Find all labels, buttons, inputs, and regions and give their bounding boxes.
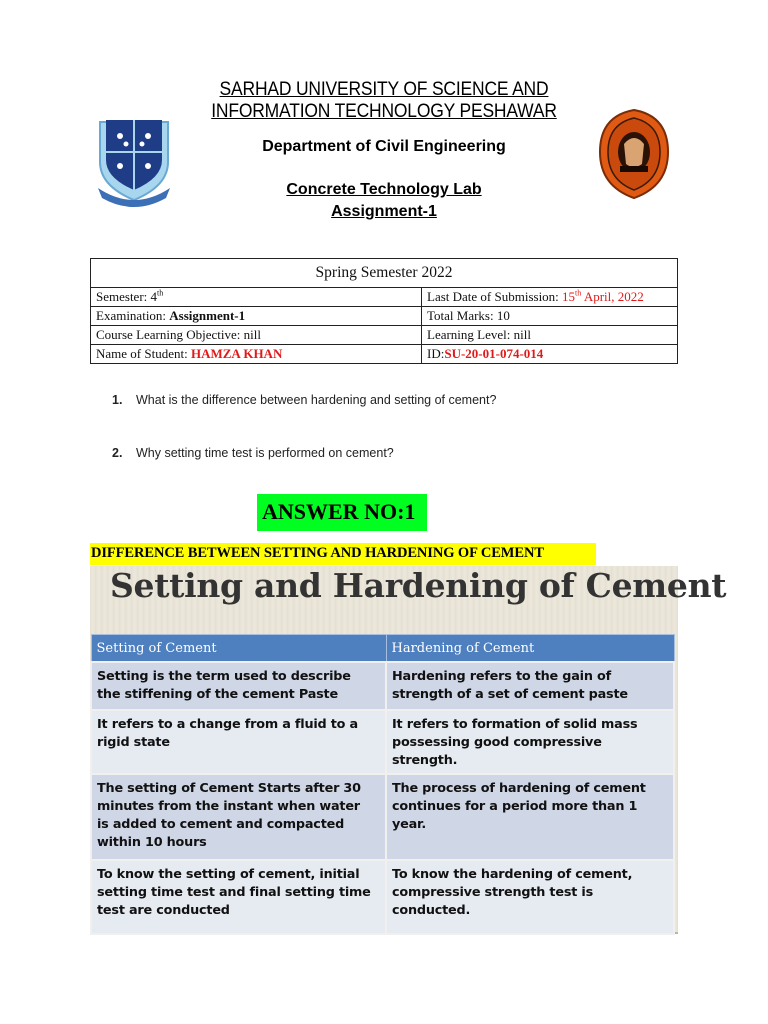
setting-cell: It refers to a change from a fluid to a rigid state [91, 710, 386, 774]
question-2 [112, 446, 394, 460]
university-name-line1: SARHAD UNIVERSITY OF SCIENCE AND [219, 79, 549, 100]
setting-cell: Setting is the term used to describe the stiffening of the cement Paste [91, 662, 386, 710]
hardening-cell: Hardening refers to the gain of strength of a set of cement paste [386, 662, 674, 710]
question-1 [112, 393, 496, 407]
column-header-setting: Setting of Cement [91, 635, 386, 663]
question-number: 2. [112, 446, 123, 460]
setting-cell: To know the setting of cement, initial setting time test and final setting time test are conducted [91, 860, 386, 934]
comparison-title: Setting and Hardening of Cement [110, 566, 727, 605]
learning-level-cell: Learning Level: nill [422, 326, 678, 345]
examination-cell: Examination: Assignment-1 [91, 307, 422, 326]
question-text: What is the difference between hardening and setting of cement? [136, 393, 497, 407]
assignment-title: Assignment-1 [331, 203, 437, 220]
column-header-hardening: Hardening of Cement [386, 635, 674, 663]
answer-heading: ANSWER NO:1 [262, 499, 416, 524]
hardening-cell: The process of hardening of cement continues for a period more than 1 year. [386, 774, 674, 860]
university-name-line2: INFORMATION TECHNOLOGY PESHAWAR [211, 101, 557, 122]
question-number: 1. [112, 393, 123, 407]
course-title: Concrete Technology Lab [286, 181, 482, 198]
comparison-table [90, 634, 675, 935]
student-id-cell: ID:SU-20-01-074-014 [422, 345, 678, 364]
table-row [91, 860, 674, 934]
department-title: Department of Civil Engineering [262, 138, 506, 155]
student-name-cell: Name of Student: HAMZA KHAN [91, 345, 422, 364]
hardening-cell: To know the hardening of cement, compressive strength test is conducted. [386, 860, 674, 934]
course-objective-cell: Course Learning Objective: nill [91, 326, 422, 345]
last-date-cell: Last Date of Submission: 15th April, 2022 [422, 288, 678, 307]
semester-cell: Semester: 4th [91, 288, 422, 307]
department-emblem-icon [598, 108, 670, 200]
assignment-info-table [90, 258, 678, 364]
answer-subheading: DIFFERENCE BETWEEN SETTING AND HARDENING OF CEMENT [91, 545, 544, 561]
university-crest-icon [96, 116, 172, 208]
question-text: Why setting time test is performed on cement? [136, 446, 394, 460]
table-row [91, 662, 674, 710]
table-row [91, 774, 674, 860]
semester-heading: Spring Semester 2022 [91, 259, 678, 288]
total-marks-cell: Total Marks: 10 [422, 307, 678, 326]
table-row [91, 710, 674, 774]
hardening-cell: It refers to formation of solid mass possessing good compressive strength. [386, 710, 674, 774]
setting-cell: The setting of Cement Starts after 30 minutes from the instant when water is added to cement and compacted within 10 hours [91, 774, 386, 860]
